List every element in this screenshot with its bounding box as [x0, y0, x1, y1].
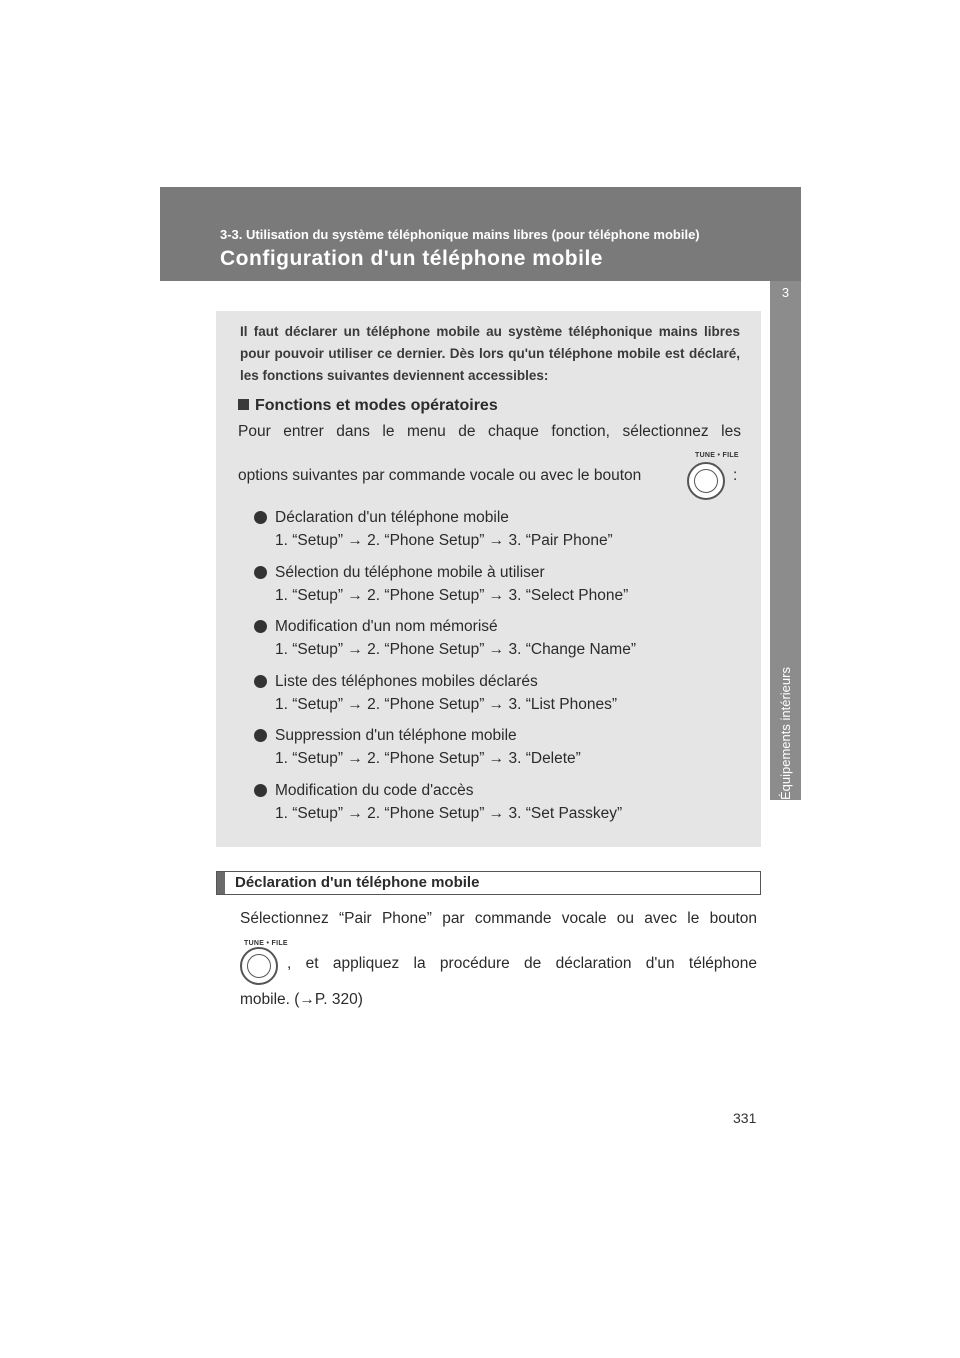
page-title: Configuration d'un téléphone mobile: [220, 247, 603, 270]
item-path: 1. “Setup” → 2. “Phone Setup” → 3. “Delete”: [275, 750, 581, 768]
bullet-icon: [254, 784, 267, 797]
list-item: [254, 673, 744, 728]
knob-label: TUNE • FILE: [244, 940, 288, 947]
subheading-text: Fonctions et modes opératoires: [255, 397, 498, 414]
chapter-label-text: Équipements intérieurs: [778, 667, 793, 800]
list-item: [254, 782, 744, 837]
section-label: 3-3. Utilisation du système téléphonique mains libres (pour téléphone mobile): [220, 227, 700, 242]
section-title-box: [216, 871, 761, 895]
tune-file-knob-icon: [687, 462, 725, 500]
item-name: Suppression d'un téléphone mobile: [275, 727, 517, 745]
bullet-icon: [254, 566, 267, 579]
subheading: [238, 397, 498, 415]
item-path: 1. “Setup” → 2. “Phone Setup” → 3. “Change Name”: [275, 641, 636, 659]
section-title: Déclaration d'un téléphone mobile: [235, 874, 480, 891]
item-name: Modification du code d'accès: [275, 781, 474, 799]
info-box: [216, 311, 761, 847]
chapter-side-label: [770, 580, 801, 800]
item-path: 1. “Setup” → 2. “Phone Setup” → 3. “Set Passkey”: [275, 804, 623, 822]
bullet-icon: [254, 675, 267, 688]
item-name: Modification d'un nom mémorisé: [275, 618, 498, 636]
list-item: [254, 618, 744, 673]
item-name: Liste des téléphones mobiles déclarés: [275, 672, 538, 690]
chapter-header: [160, 187, 801, 281]
bullet-icon: [254, 620, 267, 633]
title-bar-accent: [217, 872, 225, 894]
bullet-icon: [254, 729, 267, 742]
item-name: Déclaration d'un téléphone mobile: [275, 509, 509, 526]
intro-text: Il faut déclarer un téléphone mobile au système téléphonique mains libres pour pouvoir utiliser ce dernier. Dès lors qu'un téléphone mobile est déclaré, les fonctions suivantes deviennent accessibles:: [240, 324, 740, 383]
knob-label: TUNE • FILE: [695, 452, 739, 459]
square-bullet-icon: [238, 399, 249, 410]
item-name: Sélection du téléphone mobile à utiliser: [275, 563, 545, 581]
page-number: 331: [733, 1110, 757, 1126]
section-line-3: mobile. (→P. 320): [240, 991, 363, 1008]
item-path: 1. “Setup” → 2. “Phone Setup” → 3. “Select Phone”: [275, 586, 629, 604]
list-item: [254, 564, 744, 619]
function-list: [254, 509, 744, 837]
item-path: 1. “Setup” → 2. “Phone Setup” → 3. “Pair Phone”: [275, 532, 613, 549]
item-path: 1. “Setup” → 2. “Phone Setup” → 3. “List Phones”: [275, 695, 618, 713]
list-item: [254, 727, 744, 782]
instruction-colon: :: [733, 467, 738, 484]
tune-file-knob-icon: [240, 947, 278, 985]
section-line-1: Sélectionnez “Pair Phone” par commande vocale ou avec le bouton: [240, 910, 757, 927]
list-item: [254, 509, 744, 564]
chapter-number: 3: [781, 285, 790, 300]
section-line-2: , et appliquez la procédure de déclaration d'un téléphone: [287, 955, 757, 972]
bullet-icon: [254, 511, 267, 524]
instruction-line-1: Pour entrer dans le menu de chaque fonction, sélectionnez les: [238, 423, 741, 440]
instruction-line-2: options suivantes par commande vocale ou avec le bouton: [238, 467, 642, 484]
